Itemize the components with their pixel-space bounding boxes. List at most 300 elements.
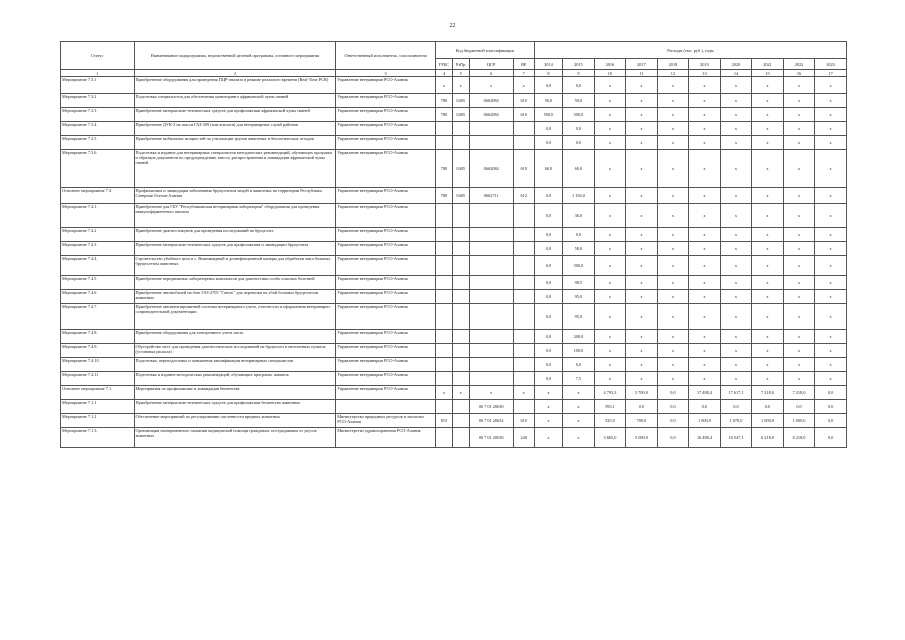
row-year-value: х — [815, 290, 847, 304]
row-grbs — [436, 330, 453, 344]
row-year-value: х — [626, 94, 658, 108]
row-grbs — [436, 242, 453, 256]
row-executor: Управление ветеринарии РСО-Алания — [336, 358, 436, 372]
header-budget-code: Код бюджетной классификации — [436, 42, 535, 59]
header-status: Статус — [61, 42, 135, 70]
row-year-value: 0,0 — [534, 188, 562, 204]
row-year-value: х — [689, 94, 721, 108]
row-csr — [469, 330, 513, 344]
row-year-value: 0,0 — [534, 122, 562, 136]
row-year-value: х — [594, 77, 626, 94]
row-vr — [513, 372, 534, 386]
row-year-value: х — [720, 256, 752, 276]
row-year-value: 0,0 — [563, 122, 595, 136]
row-year-value: х — [752, 136, 784, 150]
row-year-value: х — [594, 150, 626, 188]
row-year-value: х — [815, 344, 847, 358]
row-name: Обустройство мест для проведения диагностических исследований на бруцеллез в населенных пунктах (установка раскола) — [134, 344, 336, 358]
row-year-value: х — [752, 372, 784, 386]
row-executor: Управление ветеринарии РСО-Алания — [336, 256, 436, 276]
row-year-value: 95,0 — [563, 290, 595, 304]
row-name: Приобретение оборудования для электронного учета скота — [134, 330, 336, 344]
row-rzpr: х — [452, 386, 469, 400]
row-year-value: 0,0 — [657, 400, 689, 414]
row-year-value: х — [815, 204, 847, 228]
row-year-value: х — [752, 276, 784, 290]
row-year-value: 0,0 — [534, 358, 562, 372]
row-year-value: х — [783, 256, 815, 276]
row-executor: Управление ветеринарии РСО-Алания — [336, 204, 436, 228]
row-year-value: х — [720, 358, 752, 372]
column-number: 5 — [452, 70, 469, 77]
table-row — [61, 256, 847, 276]
row-year-value: х — [689, 108, 721, 122]
row-executor: Управление ветеринарии РСО-Алания — [336, 228, 436, 242]
row-year-value: х — [657, 290, 689, 304]
row-year-value: х — [689, 204, 721, 228]
row-status: Мероприятие 7.4.9. — [61, 344, 135, 358]
row-grbs: 780 — [436, 94, 453, 108]
row-executor: Управление ветеринарии РСО-Алания — [336, 108, 436, 122]
row-csr: 06 7 01 20630 — [469, 428, 513, 448]
row-name: Приобретение автомобилей на базе ГАЗ-2705 "Газель" для перевозки на убой больных бруцеллезом животных — [134, 290, 336, 304]
column-number: 2 — [134, 70, 336, 77]
row-name: Приобретение материально-технических средств для профилактики и ликвидации бруцеллеза — [134, 242, 336, 256]
row-year-value: х — [783, 228, 815, 242]
row-year-value: х — [720, 330, 752, 344]
row-year-value: х — [563, 400, 595, 414]
row-name: Приобретение для ГБУ "Республиканская ветеринарная лаборатория" оборудования для проведения иммуноферментного анализа — [134, 204, 336, 228]
table-row — [61, 108, 847, 122]
row-year-value: 0,0 — [563, 228, 595, 242]
header-year: 2018 — [657, 59, 689, 70]
column-number: 8 — [534, 70, 562, 77]
row-year-value: х — [815, 188, 847, 204]
row-grbs — [436, 428, 453, 448]
row-year-value: х — [815, 94, 847, 108]
row-vr — [513, 242, 534, 256]
row-year-value: 50,0 — [563, 94, 595, 108]
row-vr: 610 — [513, 108, 534, 122]
row-grbs — [436, 358, 453, 372]
row-year-value: х — [594, 204, 626, 228]
row-executor — [336, 400, 436, 414]
row-csr — [469, 136, 513, 150]
row-year-value: х — [720, 204, 752, 228]
row-year-value: х — [689, 136, 721, 150]
row-status: Мероприятие 7.3.1 — [61, 77, 135, 94]
row-year-value: х — [720, 77, 752, 94]
page-number: 22 — [449, 23, 456, 29]
table-row — [61, 122, 847, 136]
row-vr — [513, 290, 534, 304]
row-year-value: х — [626, 122, 658, 136]
header-expenses: Расходы (тыс. руб.), годы — [534, 42, 846, 59]
row-year-value: х — [626, 290, 658, 304]
row-status: Основное мероприятие 7.4 — [61, 188, 135, 204]
row-year-value: 0,0 — [720, 400, 752, 414]
column-number: 1 — [61, 70, 135, 77]
row-year-value: 6,0 — [563, 358, 595, 372]
column-number: 12 — [657, 70, 689, 77]
row-year-value: 17 617,1 — [720, 386, 752, 400]
row-csr — [469, 242, 513, 256]
row-executor: Управление ветеринарии РСО-Алания — [336, 344, 436, 358]
row-vr — [513, 344, 534, 358]
row-year-value: х — [752, 330, 784, 344]
row-year-value: 98,5 — [563, 276, 595, 290]
row-status: Мероприятие 7.1.2 — [61, 414, 135, 428]
row-year-value: 593,1 — [594, 400, 626, 414]
row-executor: Управление ветеринарии РСО-Алания — [336, 242, 436, 256]
row-vr: 610 — [513, 150, 534, 188]
row-vr — [513, 136, 534, 150]
row-status: Мероприятие 7.1.1 — [61, 400, 135, 414]
row-year-value: 525,0 — [594, 414, 626, 428]
header-code-col: ГРБС — [436, 59, 453, 70]
row-year-value: х — [720, 122, 752, 136]
row-name: Подготовка и издание методических рекомендаций, обучающих программ, памяток — [134, 372, 336, 386]
row-year-value: 0,0 — [626, 400, 658, 414]
header-year: 2016 — [594, 59, 626, 70]
row-rzpr — [452, 204, 469, 228]
row-year-value: х — [720, 344, 752, 358]
column-number: 9 — [563, 70, 595, 77]
row-year-value: х — [720, 276, 752, 290]
row-status: Мероприятие 7.4.1. — [61, 204, 135, 228]
row-grbs: 780 — [436, 108, 453, 122]
row-executor: Управление ветеринарии РСО-Алания — [336, 386, 436, 400]
row-executor: Управление ветеринарии РСО-Алания — [336, 188, 436, 204]
row-year-value: х — [783, 276, 815, 290]
row-year-value: х — [626, 150, 658, 188]
row-csr: 0662084 — [469, 108, 513, 122]
column-number: 4 — [436, 70, 453, 77]
table-row — [61, 358, 847, 372]
row-name: Приобретение оборудования для проведения ПЦР-анализа в режиме реального времени (Real-Time PCR) — [134, 77, 336, 94]
row-year-value: х — [815, 256, 847, 276]
row-year-value: х — [563, 386, 595, 400]
row-year-value: х — [783, 108, 815, 122]
row-status: Мероприятие 7.3.5 — [61, 136, 135, 150]
row-name: Организация своевременного оказания медицинской помощи гражданам, пострадавшим от укусов животных — [134, 428, 336, 448]
row-year-value: х — [594, 344, 626, 358]
row-year-value: 3 665,0 — [594, 428, 626, 448]
row-csr: 0662711 — [469, 188, 513, 204]
row-year-value: 7,5 — [563, 372, 595, 386]
row-year-value: х — [689, 122, 721, 136]
row-year-value: х — [752, 358, 784, 372]
row-year-value: 4 793,3 — [594, 386, 626, 400]
row-year-value: 1 000,0 — [689, 414, 721, 428]
row-year-value: х — [594, 304, 626, 330]
row-grbs — [436, 136, 453, 150]
row-year-value: х — [626, 136, 658, 150]
row-year-value: х — [720, 242, 752, 256]
row-rzpr — [452, 428, 469, 448]
row-year-value: 7 218,0 — [783, 386, 815, 400]
row-year-value: 58,0 — [563, 242, 595, 256]
row-year-value: х — [657, 204, 689, 228]
row-year-value: х — [626, 372, 658, 386]
row-year-value: 0,0 — [534, 136, 562, 150]
row-rzpr: 0405 — [452, 188, 469, 204]
row-grbs — [436, 276, 453, 290]
row-year-value: х — [783, 344, 815, 358]
row-year-value: х — [752, 304, 784, 330]
row-year-value: 95,0 — [563, 304, 595, 330]
row-name: Приобретение передвижных лабораторных комплексов для диагностики особо опасных болезней — [134, 276, 336, 290]
row-year-value: 0,0 — [657, 386, 689, 400]
row-grbs — [436, 372, 453, 386]
row-rzpr — [452, 256, 469, 276]
table-row — [61, 386, 847, 400]
table-row — [61, 77, 847, 94]
row-year-value: 0,0 — [534, 242, 562, 256]
row-executor: Министерство природных ресурсов и экологии РСО-Алания — [336, 414, 436, 428]
row-year-value: х — [720, 94, 752, 108]
row-vr: х — [513, 77, 534, 94]
row-year-value: х — [783, 122, 815, 136]
row-year-value: х — [815, 276, 847, 290]
row-year-value: х — [626, 256, 658, 276]
row-rzpr — [452, 400, 469, 414]
row-year-value: х — [689, 188, 721, 204]
row-year-value: х — [815, 108, 847, 122]
row-year-value: х — [815, 242, 847, 256]
row-status: Мероприятие 7.3.3 — [61, 108, 135, 122]
row-year-value: х — [626, 77, 658, 94]
row-executor: Управление ветеринарии РСО-Алания — [336, 372, 436, 386]
row-rzpr — [452, 344, 469, 358]
row-executor: Управление ветеринарии РСО-Алания — [336, 330, 436, 344]
row-year-value: 1 194,0 — [563, 188, 595, 204]
row-year-value: х — [626, 330, 658, 344]
row-year-value: х — [594, 330, 626, 344]
row-year-value: 0,0 — [689, 400, 721, 414]
row-csr — [469, 204, 513, 228]
row-csr — [469, 122, 513, 136]
row-status: Мероприятие 7.1.3. — [61, 428, 135, 448]
row-vr — [513, 256, 534, 276]
row-year-value: 0,0 — [534, 204, 562, 228]
row-year-value: х — [594, 94, 626, 108]
row-year-value: х — [815, 150, 847, 188]
row-status: Мероприятие 7.4.4. — [61, 256, 135, 276]
table-row — [61, 150, 847, 188]
row-year-value: х — [626, 188, 658, 204]
row-csr: 0662084 — [469, 150, 513, 188]
row-year-value: 16 488,4 — [689, 428, 721, 448]
row-csr — [469, 372, 513, 386]
row-csr — [469, 228, 513, 242]
row-year-value: х — [594, 122, 626, 136]
row-executor: Управление ветеринарии РСО-Алания — [336, 276, 436, 290]
row-vr: 240 — [513, 428, 534, 448]
row-year-value: х — [689, 344, 721, 358]
table-row — [61, 94, 847, 108]
table-row — [61, 304, 847, 330]
row-year-value: х — [563, 414, 595, 428]
column-number: 11 — [626, 70, 658, 77]
row-name: Строительство убойного цеха в с. Вешнявидный и дезинфекционной камеры для обработки мяса больных бруцеллезом животных — [134, 256, 336, 276]
row-csr: 06 7 01 20632 — [469, 414, 513, 428]
row-name: Приобретение ДУК-2 на шасси ГАЗ-309 (или аналоги) для ветеринарных служб районов — [134, 122, 336, 136]
row-vr — [513, 204, 534, 228]
row-year-value: х — [689, 242, 721, 256]
row-year-value: х — [657, 150, 689, 188]
row-grbs: 780 — [436, 150, 453, 188]
row-rzpr — [452, 304, 469, 330]
row-csr — [469, 290, 513, 304]
row-year-value: х — [689, 372, 721, 386]
row-name: Приобретение диагностикумов для проведения исследований на бруцеллез — [134, 228, 336, 242]
row-year-value: х — [534, 428, 562, 448]
row-year-value: х — [752, 122, 784, 136]
row-name: Подготовка, переподготовка и повышение квалификации ветеринарных специалистов — [134, 358, 336, 372]
row-rzpr — [452, 358, 469, 372]
row-year-value: 0,0 — [563, 77, 595, 94]
row-executor: Управление ветеринарии РСО-Алания — [336, 136, 436, 150]
row-year-value: х — [594, 136, 626, 150]
row-year-value: х — [657, 136, 689, 150]
row-year-value: 0,0 — [657, 414, 689, 428]
table-body — [61, 77, 847, 448]
row-year-value: 17 488,4 — [689, 386, 721, 400]
row-year-value: х — [563, 428, 595, 448]
table-row — [61, 372, 847, 386]
row-year-value: х — [783, 242, 815, 256]
row-year-value: х — [534, 414, 562, 428]
row-status: Мероприятие 7.4.11 — [61, 372, 135, 386]
row-year-value: х — [594, 242, 626, 256]
header-year: 2022 — [783, 59, 815, 70]
row-year-value: х — [752, 256, 784, 276]
row-year-value: 1 000,0 — [752, 414, 784, 428]
row-status: Мероприятие 7.3.2 — [61, 94, 135, 108]
row-status: Мероприятие 7.4.10. — [61, 358, 135, 372]
row-executor: Управление ветеринарии РСО-Алания — [336, 122, 436, 136]
row-year-value: х — [783, 94, 815, 108]
header-executor: Ответственный исполнитель, соисполнители — [336, 42, 436, 70]
row-year-value: х — [783, 358, 815, 372]
row-grbs — [436, 400, 453, 414]
row-year-value: х — [783, 188, 815, 204]
row-year-value: х — [815, 228, 847, 242]
row-year-value: 0,0 — [657, 428, 689, 448]
row-csr — [469, 358, 513, 372]
row-csr: х — [469, 77, 513, 94]
table-row — [61, 136, 847, 150]
row-rzpr — [452, 276, 469, 290]
row-rzpr — [452, 330, 469, 344]
row-csr: 06 7 01 20630 — [469, 400, 513, 414]
row-year-value: х — [752, 228, 784, 242]
row-year-value: х — [657, 256, 689, 276]
table-header — [61, 42, 847, 77]
row-vr — [513, 358, 534, 372]
row-year-value: 0,0 — [534, 304, 562, 330]
row-year-value: х — [783, 204, 815, 228]
row-year-value: х — [689, 330, 721, 344]
column-number: 3 — [336, 70, 436, 77]
row-year-value: х — [657, 122, 689, 136]
row-year-value: х — [594, 228, 626, 242]
row-year-value: 500,0 — [534, 108, 562, 122]
row-year-value: х — [689, 290, 721, 304]
row-grbs: 815 — [436, 414, 453, 428]
row-vr: 610 — [513, 414, 534, 428]
row-year-value: х — [815, 372, 847, 386]
row-year-value: 7 218,0 — [752, 386, 784, 400]
row-grbs: х — [436, 77, 453, 94]
row-year-value: х — [720, 136, 752, 150]
row-csr — [469, 276, 513, 290]
table-row — [61, 428, 847, 448]
row-year-value: х — [594, 108, 626, 122]
row-year-value: х — [752, 204, 784, 228]
row-csr: 0662084 — [469, 94, 513, 108]
row-year-value: х — [783, 150, 815, 188]
row-year-value: 0,0 — [534, 77, 562, 94]
row-year-value: х — [594, 290, 626, 304]
row-rzpr — [452, 136, 469, 150]
row-vr — [513, 400, 534, 414]
table-row — [61, 242, 847, 256]
table-row — [61, 290, 847, 304]
row-year-value: х — [657, 344, 689, 358]
row-rzpr: 0405 — [452, 108, 469, 122]
row-year-value: х — [720, 304, 752, 330]
row-year-value: 5 000,0 — [626, 428, 658, 448]
header-year: 2014 — [534, 59, 562, 70]
row-year-value: 700,0 — [626, 414, 658, 428]
row-year-value: 1 000,0 — [783, 414, 815, 428]
row-year-value: х — [657, 77, 689, 94]
row-year-value: х — [689, 150, 721, 188]
row-vr: х — [513, 386, 534, 400]
row-year-value: х — [657, 188, 689, 204]
row-year-value: х — [783, 136, 815, 150]
row-year-value: 100,0 — [563, 344, 595, 358]
table-row — [61, 228, 847, 242]
row-year-value: х — [752, 150, 784, 188]
row-year-value: 0,0 — [534, 276, 562, 290]
row-year-value: х — [783, 330, 815, 344]
row-status: Основное мероприятие 7.1. — [61, 386, 135, 400]
column-number: 17 — [815, 70, 847, 77]
row-year-value: х — [720, 228, 752, 242]
row-year-value: 0,0 — [815, 428, 847, 448]
row-year-value: 6 218,0 — [783, 428, 815, 448]
row-grbs — [436, 304, 453, 330]
row-year-value: х — [783, 290, 815, 304]
row-year-value: х — [815, 330, 847, 344]
row-year-value: х — [815, 77, 847, 94]
row-year-value: 500,0 — [563, 108, 595, 122]
row-year-value: х — [752, 344, 784, 358]
row-year-value: х — [752, 188, 784, 204]
header-code-col: РзПр — [452, 59, 469, 70]
row-vr — [513, 122, 534, 136]
table-row — [61, 414, 847, 428]
row-year-value: х — [657, 108, 689, 122]
table-row — [61, 344, 847, 358]
row-grbs — [436, 290, 453, 304]
row-year-value: 6 218,0 — [752, 428, 784, 448]
row-year-value: х — [657, 242, 689, 256]
row-rzpr — [452, 228, 469, 242]
